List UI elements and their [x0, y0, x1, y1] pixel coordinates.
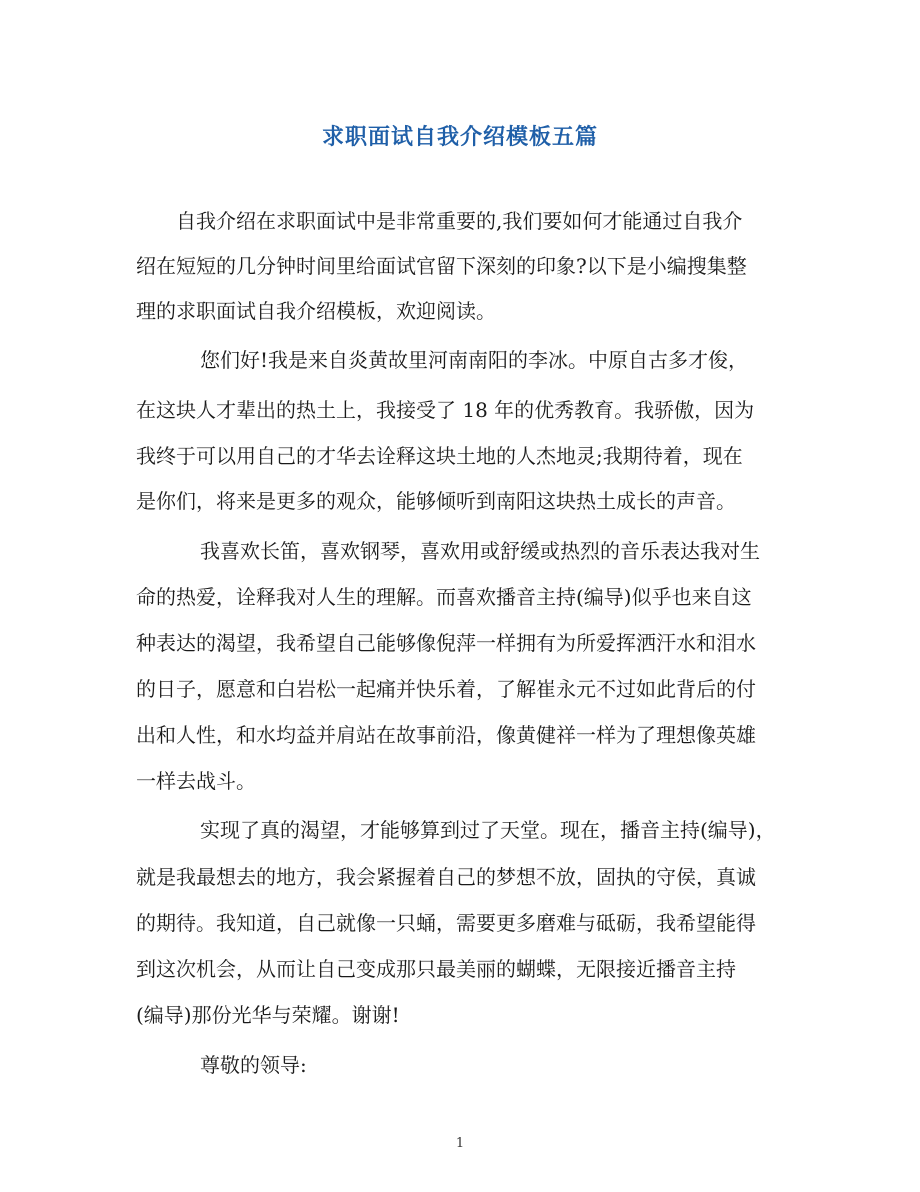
paragraph-line: 种表达的渴望，我希望自己能够像倪萍一样拥有为所爱挥洒汗水和泪水	[136, 631, 756, 655]
paragraph-line: 我喜欢长笛，喜欢钢琴，喜欢用或舒缓或热烈的音乐表达我对生	[200, 539, 760, 563]
paragraph-line: 您们好!我是来自炎黄故里河南南阳的李冰。中原自古多才俊，	[200, 348, 749, 372]
page-number: 1	[455, 1136, 465, 1151]
paragraph-line: 我终于可以用自己的才华去诠释这块土地的人杰地灵;我期待着，现在	[136, 444, 743, 468]
paragraph-line: 出和人性，和水均益并肩站在故事前沿，像黄健祥一样为了理想像英雄	[136, 723, 756, 747]
paragraph-line: 一样去战斗。	[136, 769, 256, 793]
paragraph-line: 就是我最想去的地方，我会紧握着自己的梦想不放，固执的守侯，真诚	[136, 865, 756, 889]
paragraph-line: 尊敬的领导:	[200, 1053, 307, 1077]
paragraph-line: 实现了真的渴望，才能够算到过了天堂。现在，播音主持(编导)，	[200, 818, 776, 842]
paragraph-line: 命的热爱，诠释我对人生的理解。而喜欢播音主持(编导)似乎也来自这	[136, 585, 752, 609]
paragraph-line: 理的求职面试自我介绍模板，欢迎阅读。	[136, 299, 496, 323]
paragraph-line: 自我介绍在求职面试中是非常重要的,我们要如何才能通过自我介	[176, 209, 743, 233]
paragraph-line: 是你们，将来是更多的观众，能够倾听到南阳这块热土成长的声音。	[136, 489, 736, 513]
document-title: 求职面试自我介绍模板五篇	[321, 124, 598, 150]
paragraph-line: 在这块人才辈出的热土上，我接受了 18 年的优秀教育。我骄傲，因为	[136, 398, 755, 422]
paragraph-line: (编导)那份光华与荣耀。谢谢!	[136, 1003, 400, 1027]
paragraph-line: 绍在短短的几分钟时间里给面试官留下深刻的印象?以下是小编搜集整	[136, 254, 747, 278]
paragraph-line: 的日子，愿意和白岩松一起痛并快乐着，了解崔永元不过如此背后的付	[136, 677, 756, 701]
paragraph-line: 到这次机会，从而让自己变成那只最美丽的蝴蝶，无限接近播音主持	[136, 957, 736, 981]
paragraph-line: 的期待。我知道，自己就像一只蛹，需要更多磨难与砥砺，我希望能得	[136, 911, 756, 935]
